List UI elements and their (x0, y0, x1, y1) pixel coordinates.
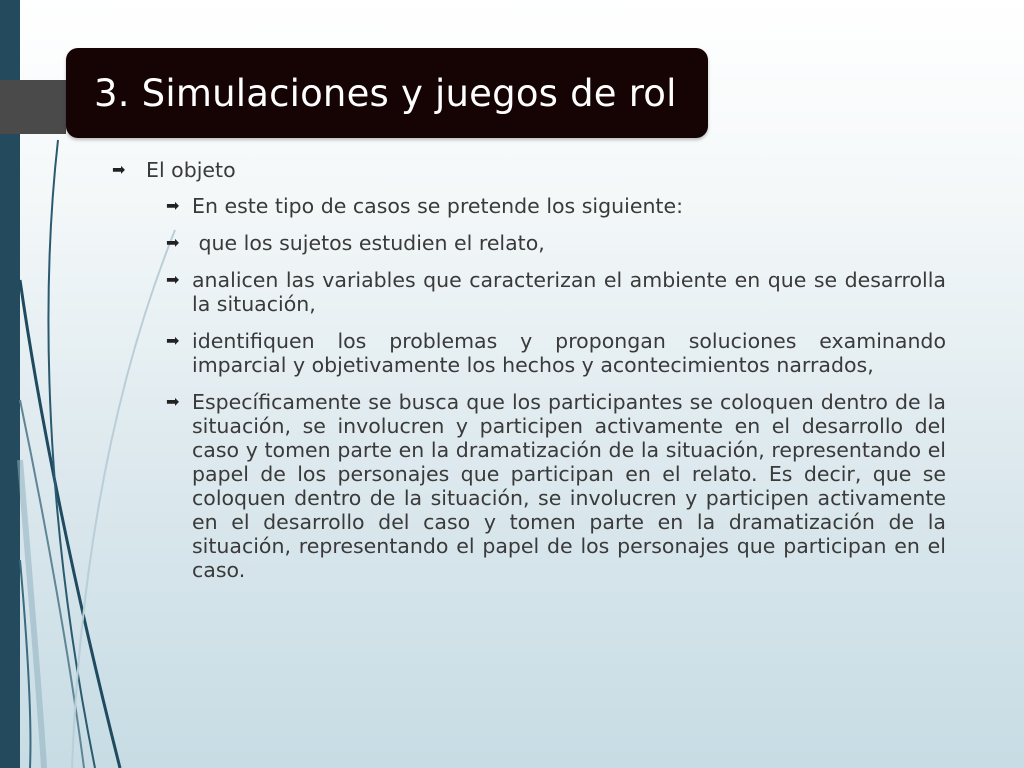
bullet-text: analicen las variables que caracterizan el ambiente en que se desarrolla la situación, (192, 268, 946, 316)
right-arrow-icon: ➡ (112, 160, 126, 179)
bullet-text: que los sujetos estudien el relato, (192, 231, 545, 255)
right-arrow-icon: ➡ (166, 392, 180, 411)
sub-bullet-item (162, 194, 946, 218)
bullet-item (112, 158, 946, 182)
sub-bullet-item (162, 329, 946, 377)
right-arrow-icon: ➡ (166, 196, 180, 215)
bullet-text: identifiquen los problemas y propongan soluciones examinando imparcial y objetivamente los hechos y acontecimientos narrados, (192, 329, 946, 377)
sub-bullet-item (162, 231, 946, 255)
bullet-text: En este tipo de casos se pretende los siguiente: (192, 194, 683, 218)
slide-content (112, 158, 946, 595)
sub-bullet-item (162, 390, 946, 582)
sub-bullet-item (162, 268, 946, 316)
right-arrow-icon: ➡ (166, 233, 180, 252)
slide-title: 3. Simulaciones y juegos de rol (94, 71, 677, 115)
bullet-text: El objeto (146, 158, 236, 182)
title-box (66, 48, 708, 138)
right-arrow-icon: ➡ (166, 270, 180, 289)
right-arrow-icon: ➡ (166, 331, 180, 350)
bullet-text: Específicamente se busca que los participantes se coloquen dentro de la situación, se involucren y participen activamente en el desarrollo del caso y tomen parte en la dramatización de la situación, representando el papel de los personajes que participan en el relato. Es decir, que se coloquen dentro de la situación, se involucren y participen activamente en el desarrollo del caso y tomen parte en la dramatización de la situación, representando el papel de los personajes que participan en el caso. (192, 390, 946, 582)
